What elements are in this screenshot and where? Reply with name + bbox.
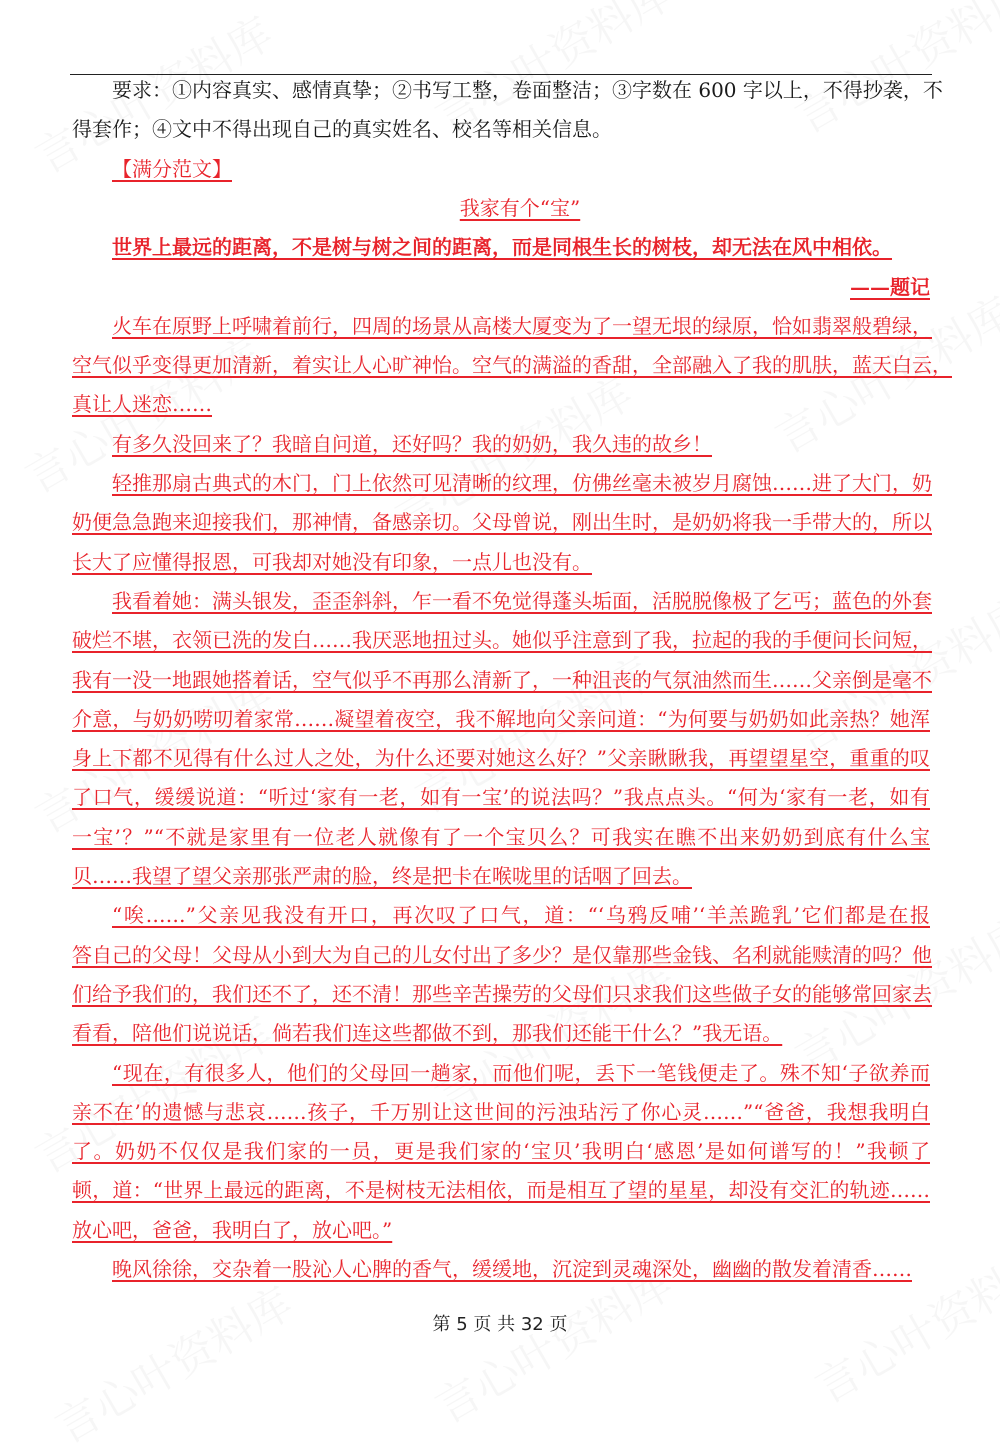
essay-paragraph-line: 亲不在’的遗憾与悲哀……孩子，千万别让这世间的污浊玷污了你心灵……”“爸爸，我想我明白 <box>72 1099 930 1124</box>
essay-paragraph-line: 奶便急急跑来迎接我们，那神情，备感亲切。父母曾说，刚出生时，是奶奶将我一手带大的，所以 <box>72 510 932 535</box>
requirements-line: 得套作；④文中不得出现自己的真实姓名、校名等相关信息。 <box>72 117 612 142</box>
essay-paragraph-line: 有多久没回来了？我暗自问道，还好吗？我的奶奶，我久违的故乡！ <box>112 431 712 456</box>
essay-paragraph-line: 火车在原野上呼啸着前行，四周的场景从高楼大厦变为了一望无垠的绿原，恰如翡翠般碧绿， <box>112 313 932 338</box>
essay-paragraph-line: 我有一没一地跟她搭着话，空气似乎不再那么清新了，一种沮丧的气氛油然而生……父亲倒是毫不 <box>72 667 932 692</box>
essay-paragraph-line: 一宝’？”“不就是家里有一位老人就像有了一个宝贝么？可我实在瞧不出来奶奶到底有什么宝 <box>72 824 930 849</box>
epigraph-attribution: ——题记 <box>850 274 930 299</box>
essay-paragraph-line: 空气似乎变得更加清新，着实让人心旷神怡。空气的满溢的香甜，全部融入了我的肌肤，蓝天白云， <box>72 353 952 378</box>
essay-paragraph-line: 了口气，缓缓说道：“听过‘家有一老，如有一宝’的说法吗？”我点点头。“何为‘家有一老，如有 <box>72 785 930 810</box>
essay-paragraph-line: 贝……我望了望父亲那张严肃的脸，终是把卡在喉咙里的话咽了回去。 <box>72 864 692 888</box>
essay-paragraph-line: 了。奶奶不仅仅是我们家的一员，更是我们家的‘宝贝’我明白‘感恩’是如何谱写的！”我顿了 <box>72 1139 930 1164</box>
essay-paragraph-line: 破烂不堪，衣领已洗的发白……我厌恶地扭过头。她似乎注意到了我，拉起的我的手便问长问短， <box>72 628 932 653</box>
essay-paragraph-line: 答自己的父母！父母从小到大为自己的儿女付出了多少？是仅靠那些金钱、名利就能赎清的吗？他 <box>72 942 932 967</box>
essay-paragraph-line: 晚风徐徐，交杂着一股沁人心脾的香气，缓缓地，沉淀到灵魂深处，幽幽的散发着清香…… <box>112 1257 912 1281</box>
section-heading: 【满分范文】 <box>112 156 232 181</box>
essay-paragraph-line: 长大了应懂得报恩，可我却对她没有印象，一点儿也没有。 <box>72 549 592 574</box>
requirements-line: 要求：①内容真实、感情真挚；②书写工整，卷面整洁；③字数在 600 字以上，不得抄袭，不 <box>112 78 943 102</box>
essay-paragraph-line: 介意，与奶奶唠叨着家常……凝望着夜空，我不解地向父亲问道：“为何要与奶奶如此亲热？她浑 <box>72 706 930 731</box>
essay-paragraph-line: “现在，有很多人，他们的父母回一趟家，而他们呢，丢下一笔钱便走了。殊不知‘子欲养而 <box>112 1060 930 1085</box>
essay-paragraph-line: 轻推那扇古典式的木门，门上依然可见清晰的纹理，仿佛丝毫未被岁月腐蚀……进了大门，奶 <box>112 471 932 495</box>
essay-title: 我家有个“宝” <box>459 195 581 220</box>
essay-paragraph-line: 们给予我们的，我们还不了，还不清！那些辛苦操劳的父母们只求我们这些做子女的能够常回家去 <box>72 981 932 1006</box>
epigraph: 世界上最远的距离，不是树与树之间的距离，而是同根生长的树枝，却无法在风中相依。 <box>112 235 892 260</box>
essay-paragraph-line: 看看，陪他们说说话，倘若我们连这些都做不到，那我们还能干什么？”我无语。 <box>72 1021 783 1046</box>
page-number: 第 5 页 共 32 页 <box>432 1314 568 1335</box>
essay-paragraph-line: 真让人迷恋…… <box>72 392 212 417</box>
essay-paragraph-line: 放心吧，爸爸，我明白了，放心吧。” <box>72 1217 393 1242</box>
watermark <box>42 1268 303 1455</box>
watermark <box>782 0 1000 146</box>
essay-paragraph-line: 顿，道：“世界上最远的距离，不是树枝无法相依，而是相互了望的星星，却没有交汇的轨迹…… <box>72 1178 930 1203</box>
essay-paragraph-line: “唉……”父亲见我没有开口，再次叹了口气，道：“‘乌鸦反哺’‘羊羔跪乳’它们都是在报 <box>112 903 930 928</box>
essay-paragraph-line: 我看着她：满头银发，歪歪斜斜，乍一看不免觉得蓬头垢面，活脱脱像极了乞丐；蓝色的外套 <box>112 588 932 613</box>
essay-paragraph-line: 身上下都不见得有什么过人之处，为什么还要对她这么好？”父亲瞅瞅我，再望望星空，重重的叹 <box>72 746 930 771</box>
